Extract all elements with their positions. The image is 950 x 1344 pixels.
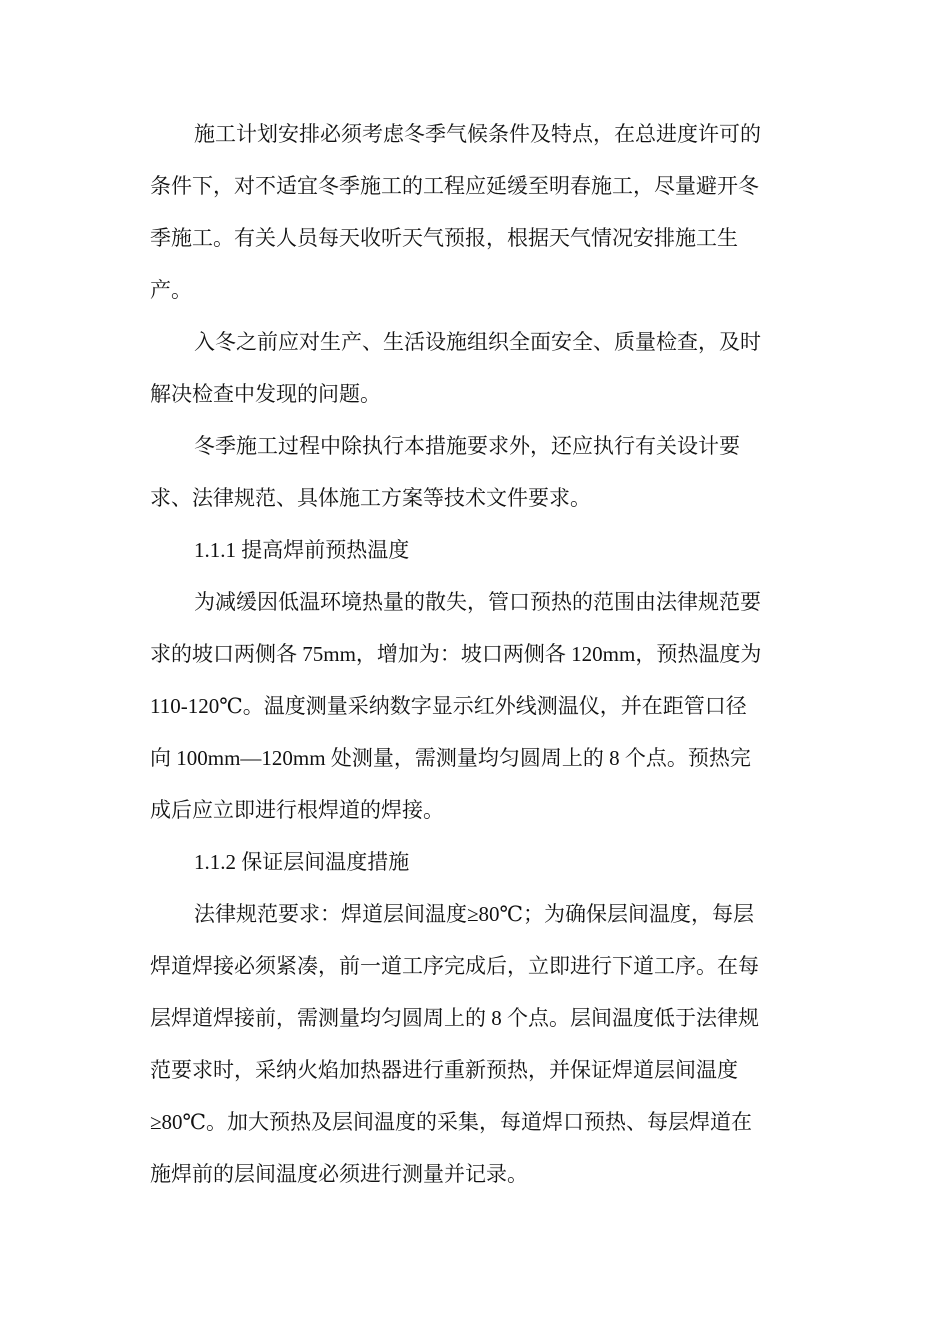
document-page <box>150 108 800 1200</box>
paragraph-1-line-1: 施工计划安排必须考虑冬季气候条件及特点，在总进度许可的 <box>194 122 761 146</box>
paragraph-5-line-2: 焊道焊接必须紧凑，前一道工序完成后，立即进行下道工序。在每 <box>150 954 759 978</box>
section-heading-1-1-1: 1.1.1 提高焊前预热温度 <box>194 538 410 562</box>
paragraph-3-line-2: 求、法律规范、具体施工方案等技术文件要求。 <box>150 486 591 510</box>
paragraph-5-line-1: 法律规范要求：焊道层间温度≥80℃；为确保层间温度，每层 <box>194 902 755 926</box>
paragraph-1-line-4: 产。 <box>150 278 192 302</box>
paragraph-4-line-5: 成后应立即进行根焊道的焊接。 <box>150 798 444 822</box>
paragraph-2-line-1: 入冬之前应对生产、生活设施组织全面安全、质量检查，及时 <box>194 330 761 354</box>
paragraph-1-line-3: 季施工。有关人员每天收听天气预报，根据天气情况安排施工生 <box>150 226 738 250</box>
paragraph-4-line-3: 110-120℃。温度测量采纳数字显示红外线测温仪，并在距管口径 <box>150 694 747 718</box>
paragraph-4-line-4: 向 100mm—120mm 处测量，需测量均匀圆周上的 8 个点。预热完 <box>150 746 751 770</box>
paragraph-5-line-3: 层焊道焊接前，需测量均匀圆周上的 8 个点。层间温度低于法律规 <box>150 1006 759 1030</box>
paragraph-1-line-2: 条件下，对不适宜冬季施工的工程应延缓至明春施工，尽量避开冬 <box>150 174 759 198</box>
paragraph-5-line-6: 施焊前的层间温度必须进行测量并记录。 <box>150 1162 528 1186</box>
paragraph-3-line-1: 冬季施工过程中除执行本措施要求外，还应执行有关设计要 <box>194 434 740 458</box>
paragraph-4-line-2: 求的坡口两侧各 75mm，增加为：坡口两侧各 120mm，预热温度为 <box>150 642 762 666</box>
paragraph-2-line-2: 解决检查中发现的问题。 <box>150 382 381 406</box>
paragraph-5-line-4: 范要求时，采纳火焰加热器进行重新预热，并保证焊道层间温度 <box>150 1058 738 1082</box>
paragraph-5-line-5: ≥80℃。加大预热及层间温度的采集，每道焊口预热、每层焊道在 <box>150 1110 753 1134</box>
paragraph-4-line-1: 为减缓因低温环境热量的散失，管口预热的范围由法律规范要 <box>194 590 761 614</box>
section-heading-1-1-2: 1.1.2 保证层间温度措施 <box>194 850 410 874</box>
